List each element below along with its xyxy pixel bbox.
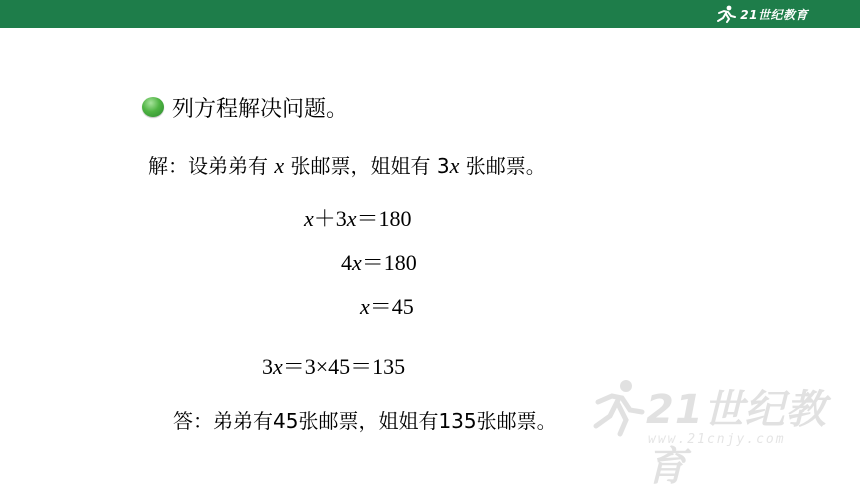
answer-text: 答：弟弟有45张邮票，姐姐有135张邮票。 (173, 409, 557, 433)
watermark-url: www.21cnjy.com (648, 432, 786, 447)
eq-part: x (304, 206, 314, 231)
watermark-runner-icon (590, 378, 646, 438)
eq-part: ＋3 (313, 206, 347, 231)
solution-mid: 张邮票，姐姐有 3 (284, 154, 450, 178)
eq-part: ＝3×45＝135 (282, 354, 406, 379)
watermark-text: 21世纪教育 (646, 387, 827, 484)
eq-part: x (352, 250, 362, 275)
eq-part: 3 (262, 354, 273, 379)
solution-suffix: 张邮票。 (459, 154, 546, 178)
runner-icon (715, 5, 737, 23)
eq-part: ＝180 (356, 206, 412, 231)
equation-line-2 (341, 246, 417, 277)
equation-line-4 (262, 350, 405, 381)
equation-line-1 (304, 202, 412, 233)
eq-part: x (273, 354, 283, 379)
solution-setup (148, 150, 546, 179)
watermark (590, 378, 840, 484)
green-bullet-icon (142, 97, 164, 117)
logo-text: 21世纪教育 (740, 7, 808, 22)
section-heading: 列方程解决问题。 (172, 97, 349, 122)
solution-prefix: 解：设弟弟有 (148, 154, 275, 178)
variable-x: x (449, 153, 460, 178)
eq-part: ＝45 (369, 294, 414, 319)
variable-x: x (274, 153, 285, 178)
brand-logo (715, 5, 808, 23)
eq-part: ＝180 (361, 250, 417, 275)
eq-part: 4 (341, 250, 352, 275)
top-banner (0, 0, 860, 28)
equation-line-3 (360, 290, 414, 321)
eq-part: x (360, 294, 370, 319)
eq-part: x (346, 206, 357, 231)
